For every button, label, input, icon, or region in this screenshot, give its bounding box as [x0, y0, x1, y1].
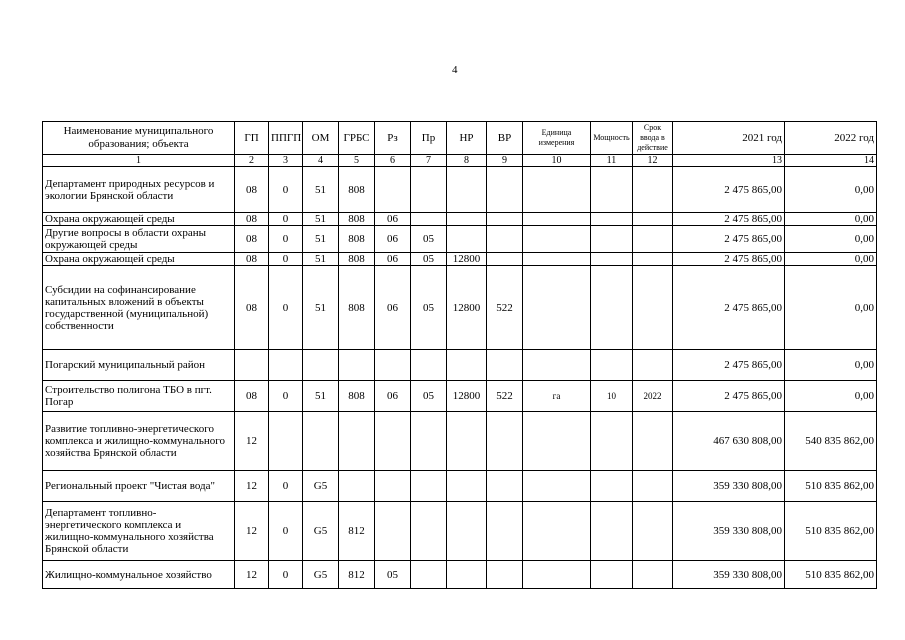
table-row [43, 266, 877, 350]
header-name: Наименование муниципального образования; объекта [43, 122, 235, 155]
cell-rz: 05 [375, 561, 411, 589]
column-number: 2 [235, 155, 269, 167]
cell-gp: 08 [235, 213, 269, 226]
cell-capacity: 10 [591, 381, 633, 412]
cell-grbs [339, 350, 375, 381]
cell-vr [487, 226, 523, 253]
table-body [43, 167, 877, 589]
cell-unit [523, 253, 591, 266]
cell-grbs: 812 [339, 502, 375, 561]
cell-rz: 06 [375, 213, 411, 226]
cell-nr [447, 350, 487, 381]
cell-ppgp: 0 [269, 213, 303, 226]
cell-name: Развитие топливно-энергетического комплекса и жилищно-коммунального хозяйства Брянской области [43, 412, 235, 471]
cell-pr: 05 [411, 253, 447, 266]
cell-ppgp: 0 [269, 226, 303, 253]
cell-rz: 06 [375, 226, 411, 253]
cell-grbs: 808 [339, 213, 375, 226]
cell-y2021: 2 475 865,00 [673, 350, 785, 381]
cell-gp: 08 [235, 253, 269, 266]
cell-ppgp: 0 [269, 561, 303, 589]
cell-unit [523, 502, 591, 561]
cell-nr [447, 226, 487, 253]
cell-y2021: 2 475 865,00 [673, 167, 785, 213]
cell-name: Региональный проект "Чистая вода" [43, 471, 235, 502]
cell-gp [235, 350, 269, 381]
header-om: ОМ [303, 122, 339, 155]
cell-y2022: 540 835 862,00 [785, 412, 877, 471]
cell-vr [487, 167, 523, 213]
cell-pr: 05 [411, 266, 447, 350]
cell-grbs: 808 [339, 167, 375, 213]
cell-om: 51 [303, 266, 339, 350]
cell-capacity [591, 561, 633, 589]
cell-name: Строительство полигона ТБО в пгт. Погар [43, 381, 235, 412]
cell-y2022: 0,00 [785, 266, 877, 350]
cell-rz [375, 167, 411, 213]
cell-om: G5 [303, 502, 339, 561]
table-row [43, 213, 877, 226]
cell-nr [447, 412, 487, 471]
cell-grbs [339, 412, 375, 471]
cell-grbs: 812 [339, 561, 375, 589]
cell-om: G5 [303, 471, 339, 502]
column-number-row [43, 155, 877, 167]
cell-ppgp: 0 [269, 266, 303, 350]
column-number: 13 [673, 155, 785, 167]
cell-vr [487, 213, 523, 226]
cell-deadline [633, 471, 673, 502]
header-row [43, 122, 877, 155]
cell-name: Департамент природных ресурсов и экологии Брянской области [43, 167, 235, 213]
cell-rz [375, 471, 411, 502]
column-number: 4 [303, 155, 339, 167]
cell-y2022: 510 835 862,00 [785, 561, 877, 589]
cell-vr: 522 [487, 381, 523, 412]
table-row [43, 471, 877, 502]
cell-deadline [633, 561, 673, 589]
cell-unit [523, 266, 591, 350]
page-number: 4 [452, 64, 458, 76]
cell-unit [523, 226, 591, 253]
header-nr: НР [447, 122, 487, 155]
cell-vr [487, 502, 523, 561]
cell-nr [447, 561, 487, 589]
cell-gp: 12 [235, 412, 269, 471]
cell-rz: 06 [375, 381, 411, 412]
header-pr: Пр [411, 122, 447, 155]
cell-grbs: 808 [339, 253, 375, 266]
cell-name: Субсидии на софинансирование капитальных вложений в объекты государственной (муниципальной) собственности [43, 266, 235, 350]
cell-rz [375, 412, 411, 471]
header-unit: Единица измерения [523, 122, 591, 155]
cell-nr: 12800 [447, 266, 487, 350]
cell-om [303, 412, 339, 471]
cell-vr [487, 561, 523, 589]
cell-capacity [591, 213, 633, 226]
cell-pr [411, 412, 447, 471]
cell-unit [523, 350, 591, 381]
cell-gp: 08 [235, 266, 269, 350]
column-number: 9 [487, 155, 523, 167]
cell-vr: 522 [487, 266, 523, 350]
cell-name: Другие вопросы в области охраны окружающей среды [43, 226, 235, 253]
cell-y2022: 510 835 862,00 [785, 502, 877, 561]
cell-nr [447, 502, 487, 561]
cell-capacity [591, 471, 633, 502]
header-2021: 2021 год [673, 122, 785, 155]
cell-deadline [633, 502, 673, 561]
column-number: 14 [785, 155, 877, 167]
cell-unit: га [523, 381, 591, 412]
cell-gp: 12 [235, 561, 269, 589]
cell-gp: 08 [235, 226, 269, 253]
table-row [43, 561, 877, 589]
cell-pr [411, 471, 447, 502]
budget-table [42, 121, 877, 589]
cell-rz: 06 [375, 266, 411, 350]
cell-gp: 12 [235, 502, 269, 561]
table-row [43, 167, 877, 213]
cell-y2021: 359 330 808,00 [673, 561, 785, 589]
cell-pr [411, 167, 447, 213]
cell-om: 51 [303, 167, 339, 213]
table-row [43, 226, 877, 253]
table-row [43, 502, 877, 561]
cell-unit [523, 471, 591, 502]
cell-y2022: 0,00 [785, 253, 877, 266]
cell-y2022: 0,00 [785, 213, 877, 226]
cell-y2021: 359 330 808,00 [673, 471, 785, 502]
cell-unit [523, 561, 591, 589]
cell-y2021: 359 330 808,00 [673, 502, 785, 561]
cell-y2021: 2 475 865,00 [673, 213, 785, 226]
cell-deadline [633, 226, 673, 253]
cell-deadline [633, 266, 673, 350]
cell-rz [375, 350, 411, 381]
cell-grbs: 808 [339, 381, 375, 412]
cell-nr: 12800 [447, 381, 487, 412]
cell-pr [411, 350, 447, 381]
cell-pr [411, 213, 447, 226]
cell-grbs: 808 [339, 226, 375, 253]
cell-deadline [633, 253, 673, 266]
cell-name: Департамент топливно-энергетического комплекса и жилищно-коммунального хозяйства Брянской области [43, 502, 235, 561]
cell-y2021: 2 475 865,00 [673, 226, 785, 253]
column-number: 10 [523, 155, 591, 167]
table-row [43, 253, 877, 266]
cell-name: Погарский муниципальный район [43, 350, 235, 381]
cell-y2021: 467 630 808,00 [673, 412, 785, 471]
cell-y2022: 0,00 [785, 226, 877, 253]
cell-unit [523, 412, 591, 471]
cell-y2022: 0,00 [785, 381, 877, 412]
cell-nr [447, 167, 487, 213]
column-number: 5 [339, 155, 375, 167]
cell-deadline [633, 213, 673, 226]
cell-ppgp [269, 412, 303, 471]
cell-y2022: 510 835 862,00 [785, 471, 877, 502]
cell-ppgp: 0 [269, 471, 303, 502]
header-gp: ГП [235, 122, 269, 155]
column-number: 8 [447, 155, 487, 167]
cell-nr [447, 471, 487, 502]
cell-om: 51 [303, 226, 339, 253]
cell-grbs: 808 [339, 266, 375, 350]
cell-capacity [591, 253, 633, 266]
cell-name: Жилищно-коммунальное хозяйство [43, 561, 235, 589]
column-number: 12 [633, 155, 673, 167]
column-number: 1 [43, 155, 235, 167]
cell-y2021: 2 475 865,00 [673, 381, 785, 412]
cell-rz: 06 [375, 253, 411, 266]
cell-capacity [591, 350, 633, 381]
header-rz: Рз [375, 122, 411, 155]
cell-y2022: 0,00 [785, 167, 877, 213]
cell-y2021: 2 475 865,00 [673, 266, 785, 350]
cell-capacity [591, 226, 633, 253]
header-grbs: ГРБС [339, 122, 375, 155]
cell-capacity [591, 167, 633, 213]
cell-ppgp: 0 [269, 253, 303, 266]
cell-vr [487, 471, 523, 502]
column-number: 6 [375, 155, 411, 167]
cell-gp: 08 [235, 167, 269, 213]
cell-rz [375, 502, 411, 561]
cell-pr [411, 561, 447, 589]
cell-deadline [633, 412, 673, 471]
column-number: 3 [269, 155, 303, 167]
cell-nr: 12800 [447, 253, 487, 266]
cell-vr [487, 253, 523, 266]
header-vr: ВР [487, 122, 523, 155]
cell-unit [523, 167, 591, 213]
cell-name: Охрана окружающей среды [43, 213, 235, 226]
cell-gp: 08 [235, 381, 269, 412]
cell-y2021: 2 475 865,00 [673, 253, 785, 266]
cell-capacity [591, 412, 633, 471]
header-capacity: Мощность [591, 122, 633, 155]
header-ppgp: ППГП [269, 122, 303, 155]
cell-name: Охрана окружающей среды [43, 253, 235, 266]
cell-pr: 05 [411, 381, 447, 412]
table-row [43, 381, 877, 412]
cell-ppgp [269, 350, 303, 381]
cell-vr [487, 412, 523, 471]
table-row [43, 412, 877, 471]
cell-ppgp: 0 [269, 167, 303, 213]
cell-capacity [591, 266, 633, 350]
column-number: 11 [591, 155, 633, 167]
cell-deadline [633, 167, 673, 213]
cell-deadline [633, 350, 673, 381]
cell-gp: 12 [235, 471, 269, 502]
cell-grbs [339, 471, 375, 502]
cell-nr [447, 213, 487, 226]
cell-ppgp: 0 [269, 502, 303, 561]
cell-vr [487, 350, 523, 381]
header-deadline: Срок ввода в действие [633, 122, 673, 155]
cell-om: 51 [303, 381, 339, 412]
table-row [43, 350, 877, 381]
cell-pr: 05 [411, 226, 447, 253]
cell-om [303, 350, 339, 381]
cell-om: G5 [303, 561, 339, 589]
cell-ppgp: 0 [269, 381, 303, 412]
header-2022: 2022 год [785, 122, 877, 155]
cell-deadline: 2022 [633, 381, 673, 412]
column-number: 7 [411, 155, 447, 167]
cell-capacity [591, 502, 633, 561]
cell-y2022: 0,00 [785, 350, 877, 381]
cell-pr [411, 502, 447, 561]
cell-om: 51 [303, 253, 339, 266]
cell-unit [523, 213, 591, 226]
cell-om: 51 [303, 213, 339, 226]
